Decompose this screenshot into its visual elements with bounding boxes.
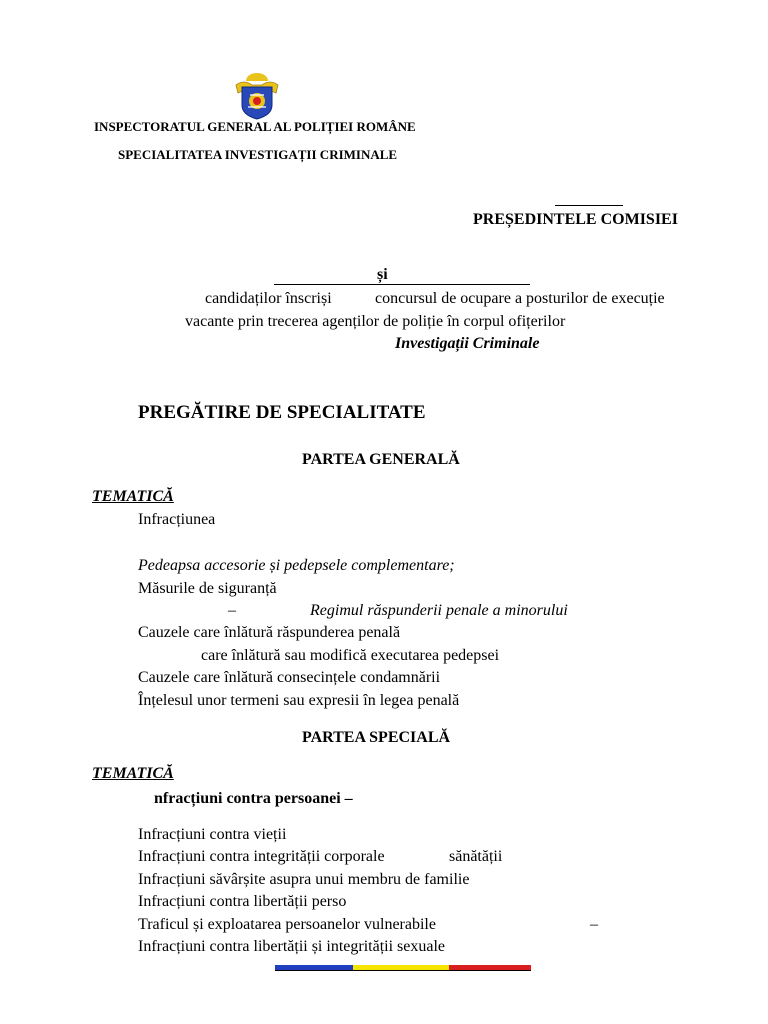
special-part-heading: PARTEA SPECIALĂ [302,729,451,746]
general-tematica-label: TEMATICĂ [92,488,174,505]
general-part-heading: PARTEA GENERALĂ [302,451,460,468]
specialty-name: SPECIALITATEA INVESTIGAȚII CRIMINALE [118,147,398,162]
special-subheading: nfracțiuni contra persoanei – [154,790,353,807]
list-item: Traficul și exploatarea persoanelor vulnerabile [138,916,436,933]
list-item: Pedeapsa accesorie și pedepsele complementare; [138,557,455,574]
intro-vacancies: vacante prin trecerea agenților de poliție în corpul ofițerilor [185,313,566,330]
list-item: Înțelesul unor termeni sau expresii în legea penală [138,692,460,709]
list-item: Infracțiuni contra vieții [138,826,287,843]
coat-of-arms-icon [232,71,282,121]
list-item: Infracțiuni contra libertății și integrității sexuale [138,938,445,955]
institution-name: INSPECTORATUL GENERAL AL POLIȚIEI ROMÂNE [94,119,416,134]
list-item: sănătății [449,848,503,865]
main-title: PREGĂTIRE DE SPECIALITATE [138,402,426,423]
list-item: Măsurile de siguranță [138,580,277,597]
list-item: Regimul răspunderii penale a minorului [310,602,568,619]
list-item: Cauzele care înlătură consecințele condamnării [138,669,441,686]
intro-contest: concursul de ocupare a posturilor de execuție [375,290,665,307]
list-item: Infracțiuni săvârșite asupra unui membru de familie [138,871,470,888]
list-item: care înlătură sau modifică executarea pedepsei [201,647,500,664]
intro-blank-line [274,284,530,285]
special-tematica-label: TEMATICĂ [92,765,174,782]
intro-department: Investigații Criminale [395,335,540,352]
list-dash: – [590,916,598,933]
list-item: Infracțiuni contra integrității corporale [138,848,385,865]
commission-president-title: PREȘEDINTELE COMISIEI [473,211,678,228]
list-item: Infracțiuni contra libertății perso [138,893,347,910]
list-item: Infracțiunea [138,511,216,528]
list-item: Cauzele care înlătură răspunderea penală [138,624,401,641]
intro-conjunction: și [377,266,388,283]
list-dash: – [228,602,236,619]
footer-rule [275,970,531,971]
approval-signature-line [555,205,623,206]
intro-candidates: candidaților înscriși [205,290,332,307]
